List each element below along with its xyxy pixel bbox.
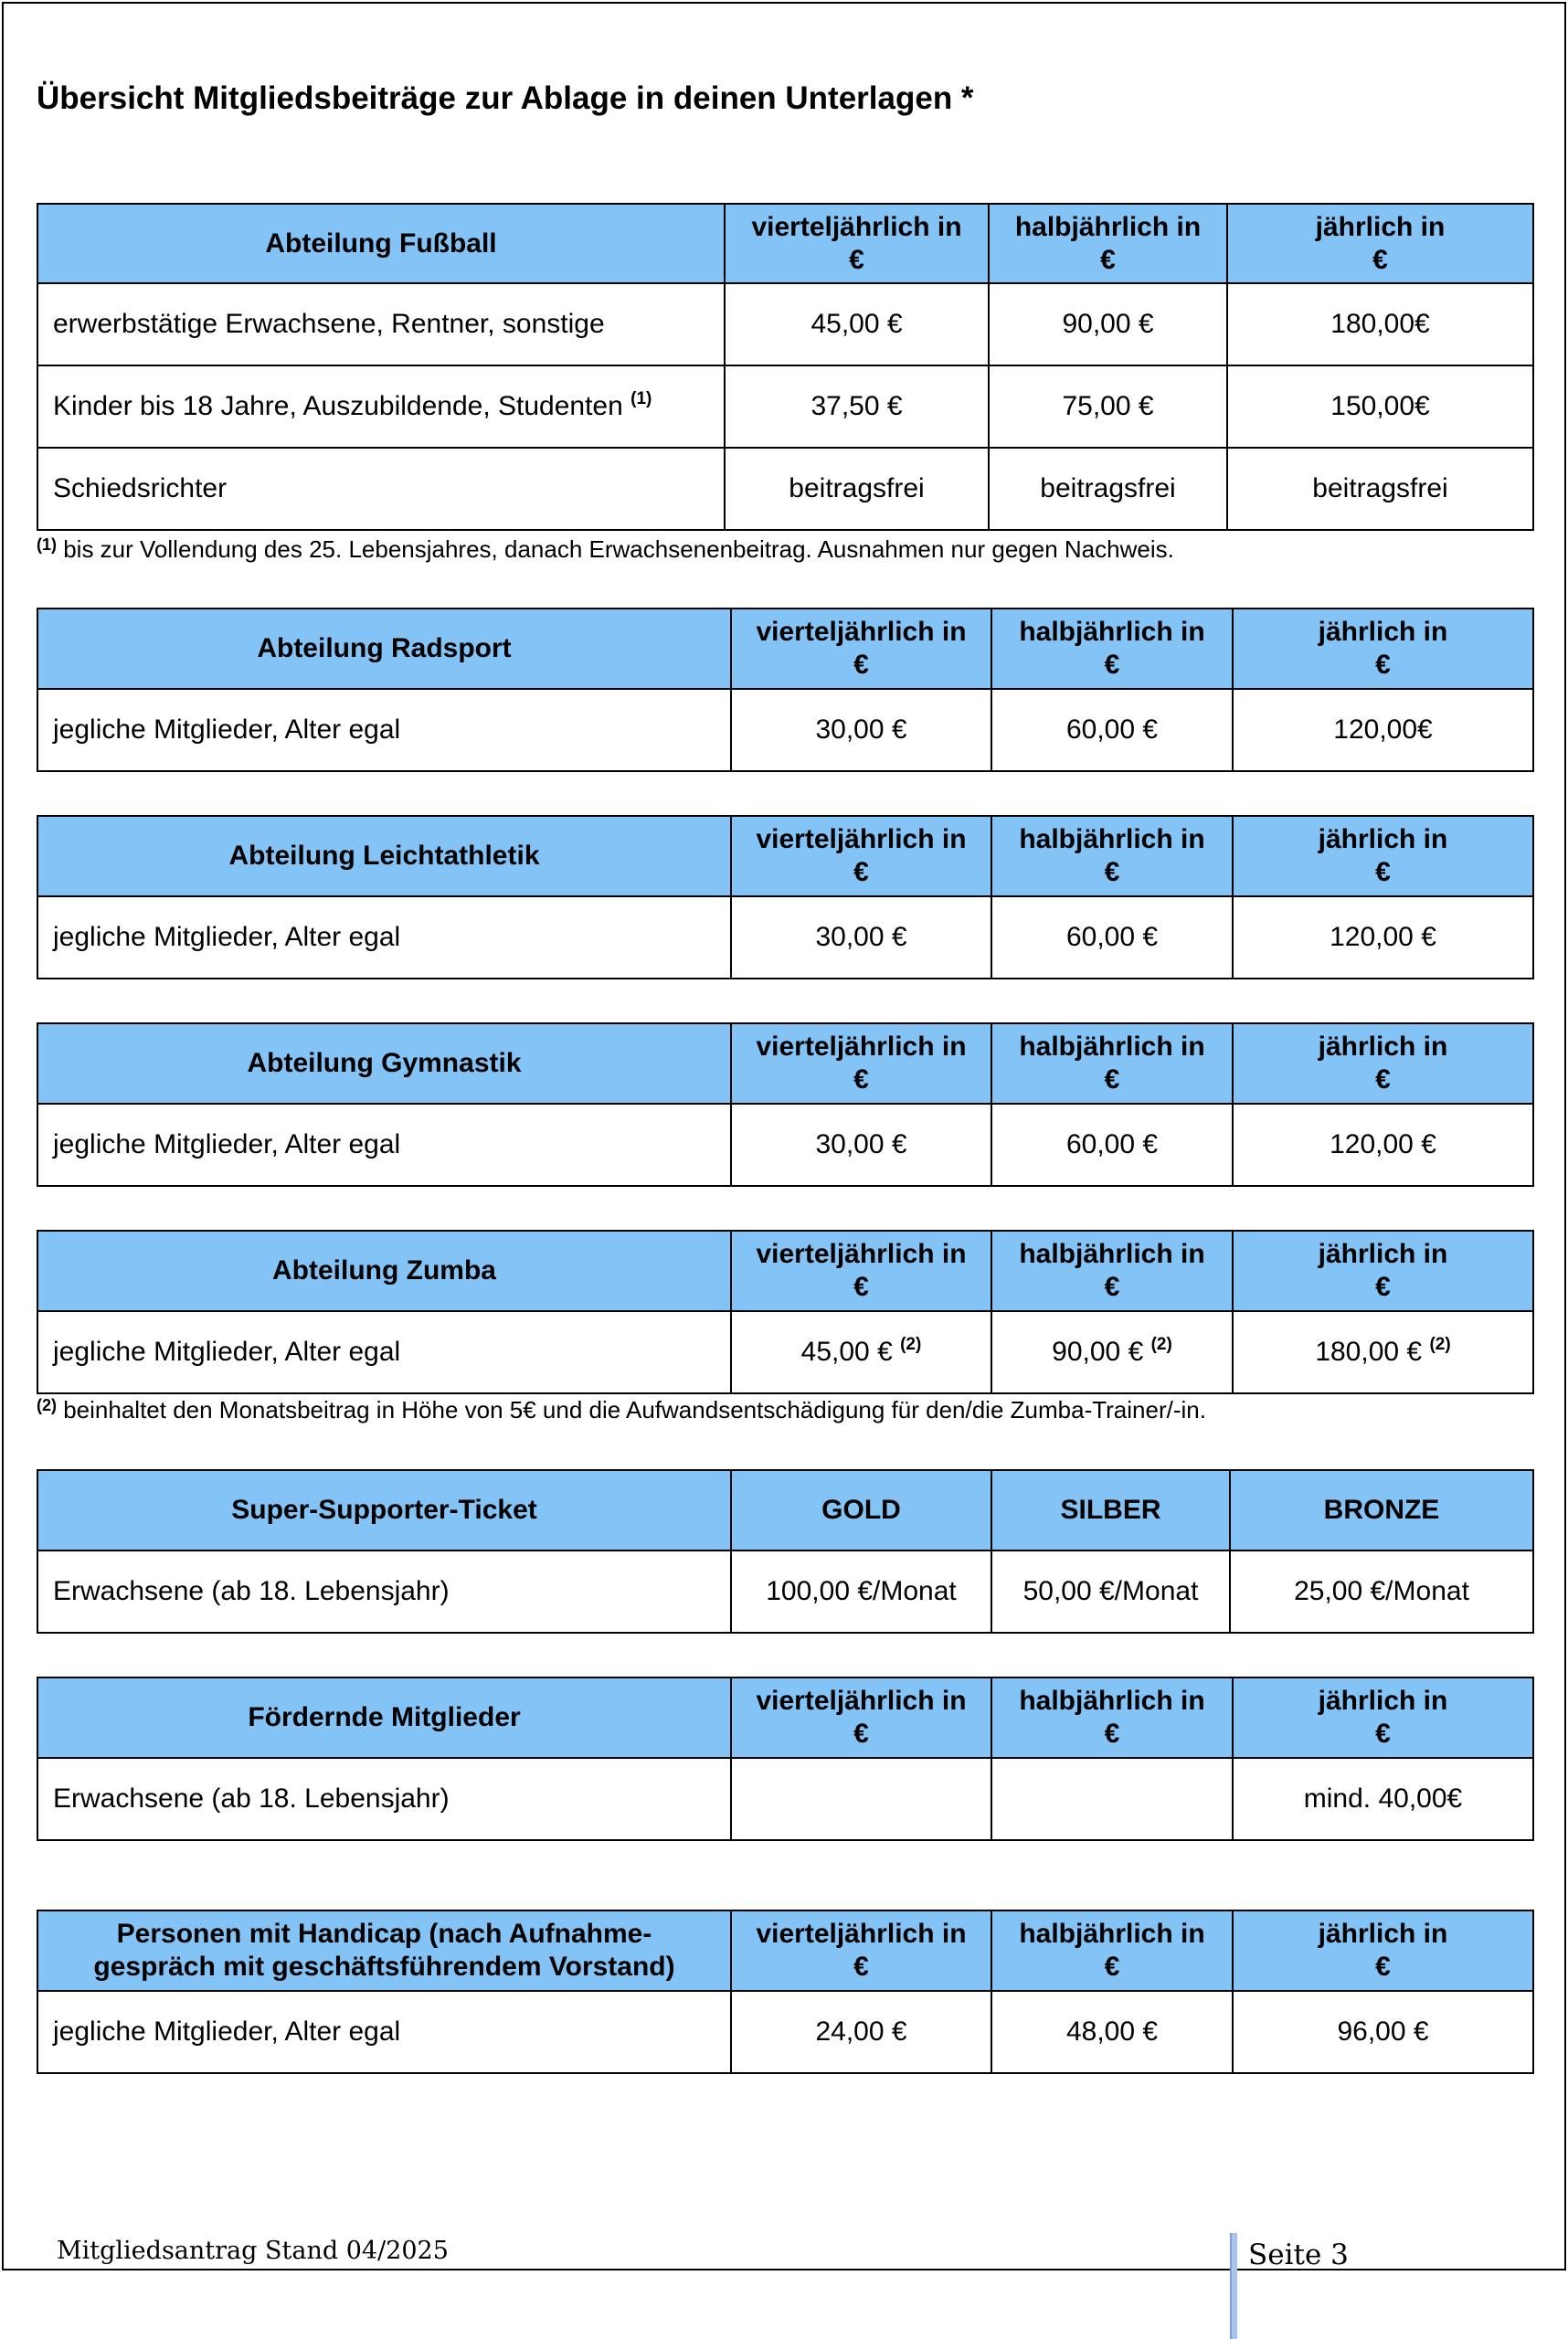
footnote-marker: (2) <box>900 1335 922 1354</box>
header-radsport: Abteilung Radsport <box>37 609 731 689</box>
value-quarter: 30,00 € <box>731 1104 991 1186</box>
value-half: 90,00 € <box>989 283 1227 365</box>
col-half: halbjährlich in € <box>991 816 1233 896</box>
value-quarter-cell <box>731 1311 991 1393</box>
value-quarter: beitragsfrei <box>725 448 989 530</box>
value-year: mind. 40,00€ <box>1233 1758 1533 1840</box>
col-silber: SILBER <box>991 1470 1230 1551</box>
col-quarter: vierteljährlich in € <box>731 1231 991 1311</box>
header-gymnastik: Abteilung Gymnastik <box>37 1023 731 1104</box>
table-row <box>37 689 1533 771</box>
value-half: 48,00 € <box>991 1991 1233 2073</box>
row-label: Schiedsrichter <box>37 448 725 530</box>
footnote-marker: (2) <box>1150 1335 1172 1354</box>
table-leichtathletik <box>37 815 1534 979</box>
value-quarter: 30,00 € <box>731 896 991 979</box>
table-row <box>37 1311 1533 1393</box>
col-half: halbjährlich in € <box>991 1910 1233 1991</box>
value-quarter <box>731 1758 991 1840</box>
footnote-marker: (2) <box>1429 1335 1451 1354</box>
footnote-marker: (1) <box>630 389 652 408</box>
footer-divider <box>1230 2233 1237 2339</box>
header-handicap-line2: gespräch mit geschäftsführendem Vorstand) <box>93 1952 675 1982</box>
table-row <box>37 448 1533 530</box>
header-fussball: Abteilung Fußball <box>37 204 725 283</box>
value-year: 96,00 € <box>1233 1991 1533 2073</box>
col-quarter: vierteljährlich in € <box>731 816 991 896</box>
col-quarter: vierteljährlich in € <box>725 204 989 283</box>
col-quarter: vierteljährlich in € <box>731 609 991 689</box>
header-super-supporter: Super-Supporter-Ticket <box>37 1470 731 1551</box>
value-year: beitragsfrei <box>1227 448 1533 530</box>
value-quarter: 45,00 € <box>725 283 989 365</box>
value-year: 120,00€ <box>1233 689 1533 771</box>
row-label: Erwachsene (ab 18. Lebensjahr) <box>37 1551 731 1633</box>
value-half: 90,00 € <box>1052 1337 1144 1367</box>
value-half-cell <box>991 1311 1233 1393</box>
value-quarter: 30,00 € <box>731 689 991 771</box>
footnote-2 <box>37 1396 1206 1424</box>
table-row <box>37 1991 1533 2073</box>
table-radsport <box>37 608 1534 772</box>
footnote-text: bis zur Vollendung des 25. Lebensjahres, danach Erwachsenenbeitrag. Ausnahmen nur gegen Nachweis. <box>57 535 1174 563</box>
value-half: 75,00 € <box>989 365 1227 448</box>
col-bronze: BRONZE <box>1230 1470 1533 1551</box>
value-bronze: 25,00 €/Monat <box>1230 1551 1533 1633</box>
header-zumba: Abteilung Zumba <box>37 1231 731 1311</box>
value-year: 150,00€ <box>1227 365 1533 448</box>
value-year: 120,00 € <box>1233 1104 1533 1186</box>
col-gold: GOLD <box>731 1470 991 1551</box>
value-half: 60,00 € <box>991 896 1233 979</box>
col-half: halbjährlich in € <box>991 609 1233 689</box>
header-foerdernde-mitglieder: Fördernde Mitglieder <box>37 1678 731 1758</box>
value-year-cell <box>1233 1311 1533 1393</box>
value-quarter: 45,00 € <box>800 1337 893 1367</box>
table-foerdernde-mitglieder <box>37 1677 1534 1841</box>
footnote-marker: (2) <box>37 1396 57 1414</box>
col-year: jährlich in € <box>1233 1231 1533 1311</box>
col-year: jährlich in € <box>1233 816 1533 896</box>
table-fussball <box>37 203 1534 531</box>
table-row <box>37 365 1533 448</box>
value-year: 120,00 € <box>1233 896 1533 979</box>
col-half: halbjährlich in € <box>989 204 1227 283</box>
table-row <box>37 1758 1533 1840</box>
row-label: jegliche Mitglieder, Alter egal <box>37 1104 731 1186</box>
header-leichtathletik: Abteilung Leichtathletik <box>37 816 731 896</box>
value-quarter: 24,00 € <box>731 1991 991 2073</box>
col-year: jährlich in € <box>1233 1910 1533 1991</box>
value-gold: 100,00 €/Monat <box>731 1551 991 1633</box>
header-handicap-line1: Personen mit Handicap (nach Aufnahme- <box>116 1919 652 1949</box>
footer-document-title: Mitgliedsantrag Stand 04/2025 <box>57 2237 449 2265</box>
value-half <box>991 1758 1233 1840</box>
col-quarter: vierteljährlich in € <box>731 1910 991 1991</box>
row-label: Erwachsene (ab 18. Lebensjahr) <box>37 1758 731 1840</box>
table-gymnastik <box>37 1022 1534 1187</box>
table-zumba <box>37 1230 1534 1394</box>
table-row <box>37 896 1533 979</box>
col-year: jährlich in € <box>1233 609 1533 689</box>
table-row <box>37 1104 1533 1186</box>
row-label: jegliche Mitglieder, Alter egal <box>37 1311 731 1393</box>
col-year: jährlich in € <box>1233 1678 1533 1758</box>
value-half: 60,00 € <box>991 1104 1233 1186</box>
value-silber: 50,00 €/Monat <box>991 1551 1230 1633</box>
row-label: jegliche Mitglieder, Alter egal <box>37 689 731 771</box>
page-number: Seite 3 <box>1248 2238 1349 2271</box>
table-row <box>37 1551 1533 1633</box>
row-label: erwerbstätige Erwachsene, Rentner, sonstige <box>37 283 725 365</box>
col-half: halbjährlich in € <box>991 1231 1233 1311</box>
value-half: 60,00 € <box>991 689 1233 771</box>
col-half: halbjährlich in € <box>991 1678 1233 1758</box>
col-quarter: vierteljährlich in € <box>731 1023 991 1104</box>
footnote-text: beinhaltet den Monatsbeitrag in Höhe von 5€ und die Aufwandsentschädigung für den/die Zumba-Trainer/-in. <box>57 1396 1206 1424</box>
col-quarter: vierteljährlich in € <box>731 1678 991 1758</box>
col-year: jährlich in € <box>1233 1023 1533 1104</box>
footnote-1 <box>37 535 1174 564</box>
row-label: jegliche Mitglieder, Alter egal <box>37 1991 731 2073</box>
table-row <box>37 283 1533 365</box>
col-year: jährlich in € <box>1227 204 1533 283</box>
header-handicap-cell <box>37 1910 731 1991</box>
row-label: jegliche Mitglieder, Alter egal <box>37 896 731 979</box>
page-title: Übersicht Mitgliedsbeiträge zur Ablage in deinen Unterlagen * <box>37 80 974 116</box>
col-half: halbjährlich in € <box>991 1023 1233 1104</box>
footnote-marker: (1) <box>37 535 57 554</box>
table-super-supporter <box>37 1469 1534 1634</box>
value-quarter: 37,50 € <box>725 365 989 448</box>
row-label-cell <box>37 365 725 448</box>
value-year: 180,00 € <box>1315 1337 1423 1367</box>
value-year: 180,00€ <box>1227 283 1533 365</box>
value-half: beitragsfrei <box>989 448 1227 530</box>
table-handicap <box>37 1910 1534 2074</box>
row-label: Kinder bis 18 Jahre, Auszubildende, Studenten <box>53 391 623 421</box>
